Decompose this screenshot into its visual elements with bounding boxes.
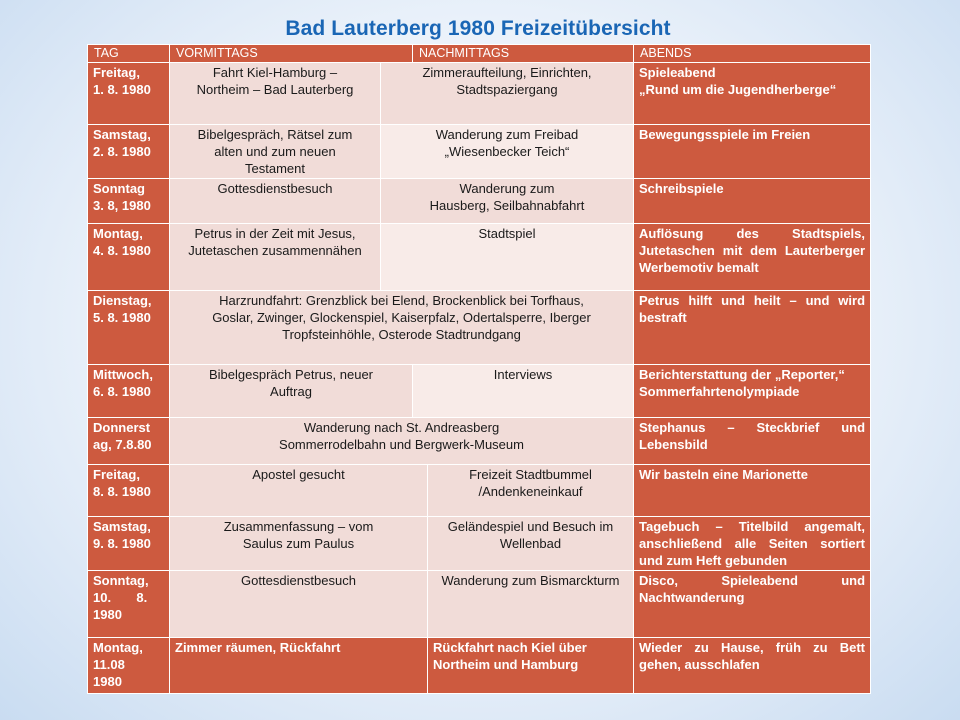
evening-cell: Petrus hilft und heilt – und wird bestraft: [634, 291, 871, 365]
table-row: [88, 638, 871, 694]
table-row: [88, 125, 871, 179]
header-vormittags: VORMITTAGS: [170, 45, 413, 63]
day-cell: Montag, 11.08 1980: [88, 638, 170, 694]
evening-cell: Bewegungsspiele im Freien: [634, 125, 871, 179]
day-cell: Mittwoch, 6. 8. 1980: [88, 365, 170, 418]
evening-cell: Spieleabend „Rund um die Jugendherberge“: [634, 63, 871, 125]
table-row: [88, 418, 871, 465]
afternoon-cell: Wanderung zum Freibad „Wiesenbecker Teich“: [381, 125, 634, 179]
evening-cell: Berichterstattung der „Reporter,“ Sommerfahrtenolympiade: [634, 365, 871, 418]
morning-cell: Gottesdienstbesuch: [170, 179, 381, 224]
afternoon-cell: Stadtspiel: [381, 224, 634, 291]
morning-cell: Bibelgespräch Petrus, neuer Auftrag: [170, 365, 413, 418]
afternoon-cell: Freizeit Stadtbummel /Andenkeneinkauf: [428, 465, 634, 517]
table-row: [88, 465, 871, 517]
day-cell: Samstag, 2. 8. 1980: [88, 125, 170, 179]
table-row: [88, 63, 871, 125]
evening-cell: Schreibspiele: [634, 179, 871, 224]
morning-cell: Bibelgespräch, Rätsel zum alten und zum neuen Testament: [170, 125, 381, 179]
morning-cell: Zimmer räumen, Rückfahrt: [170, 638, 428, 694]
morning-cell: Apostel gesucht: [170, 465, 428, 517]
evening-cell: Tagebuch – Titelbild angemalt, anschließend alle Seiten sortiert und zum Heft gebunden: [634, 517, 871, 571]
evening-cell: Stephanus – Steckbrief und Lebensbild: [634, 418, 871, 465]
schedule-table: [87, 44, 871, 694]
afternoon-cell: Wanderung zum Bismarckturm: [428, 571, 634, 638]
all-day-cell: Wanderung nach St. Andreasberg Sommerrodelbahn und Bergwerk-Museum: [170, 418, 634, 465]
morning-cell: Zusammenfassung – vom Saulus zum Paulus: [170, 517, 428, 571]
day-cell: Donnerst ag, 7.8.80: [88, 418, 170, 465]
morning-cell: Gottesdienstbesuch: [170, 571, 428, 638]
afternoon-cell: Wanderung zum Hausberg, Seilbahnabfahrt: [381, 179, 634, 224]
header-nachmittags: NACHMITTAGS: [413, 45, 634, 63]
table-row: [88, 224, 871, 291]
morning-cell: Fahrt Kiel-Hamburg – Northeim – Bad Lauterberg: [170, 63, 381, 125]
evening-cell: Auflösung des Stadtspiels, Jutetaschen mit dem Lauterberger Werbemotiv bemalt: [634, 224, 871, 291]
header-tag: TAG: [88, 45, 170, 63]
table-row: [88, 517, 871, 571]
all-day-cell: Harzrundfahrt: Grenzblick bei Elend, Brockenblick bei Torfhaus, Goslar, Zwinger, Glockenspiel, Kaiserpfalz, Odertalsperre, Iberger Tropfsteinhöhle, Osterode Stadtrundgang: [170, 291, 634, 365]
day-cell: Samstag, 9. 8. 1980: [88, 517, 170, 571]
morning-cell: Petrus in der Zeit mit Jesus, Jutetaschen zusammennähen: [170, 224, 381, 291]
afternoon-cell: Interviews: [413, 365, 634, 418]
afternoon-cell: Rückfahrt nach Kiel über Northeim und Hamburg: [428, 638, 634, 694]
evening-cell: Wir basteln eine Marionette: [634, 465, 871, 517]
afternoon-cell: Geländespiel und Besuch im Wellenbad: [428, 517, 634, 571]
day-cell: Freitag, 8. 8. 1980: [88, 465, 170, 517]
day-cell: Sonntag, 10. 8. 1980: [88, 571, 170, 638]
table-row: [88, 291, 871, 365]
day-cell: Montag, 4. 8. 1980: [88, 224, 170, 291]
table-row: [88, 571, 871, 638]
day-cell: Dienstag, 5. 8. 1980: [88, 291, 170, 365]
header-abends: ABENDS: [634, 45, 871, 63]
day-cell: Freitag, 1. 8. 1980: [88, 63, 170, 125]
evening-cell: Wieder zu Hause, früh zu Bett gehen, ausschlafen: [634, 638, 871, 694]
afternoon-cell: Zimmeraufteilung, Einrichten, Stadtspaziergang: [381, 63, 634, 125]
table-row: [88, 365, 871, 418]
page-title: Bad Lauterberg 1980 Freizeitübersicht: [285, 17, 671, 40]
day-cell: Sonntag 3. 8, 1980: [88, 179, 170, 224]
table-row: [88, 179, 871, 224]
evening-cell: Disco, Spieleabend und Nachtwanderung: [634, 571, 871, 638]
header-row: [88, 45, 871, 63]
